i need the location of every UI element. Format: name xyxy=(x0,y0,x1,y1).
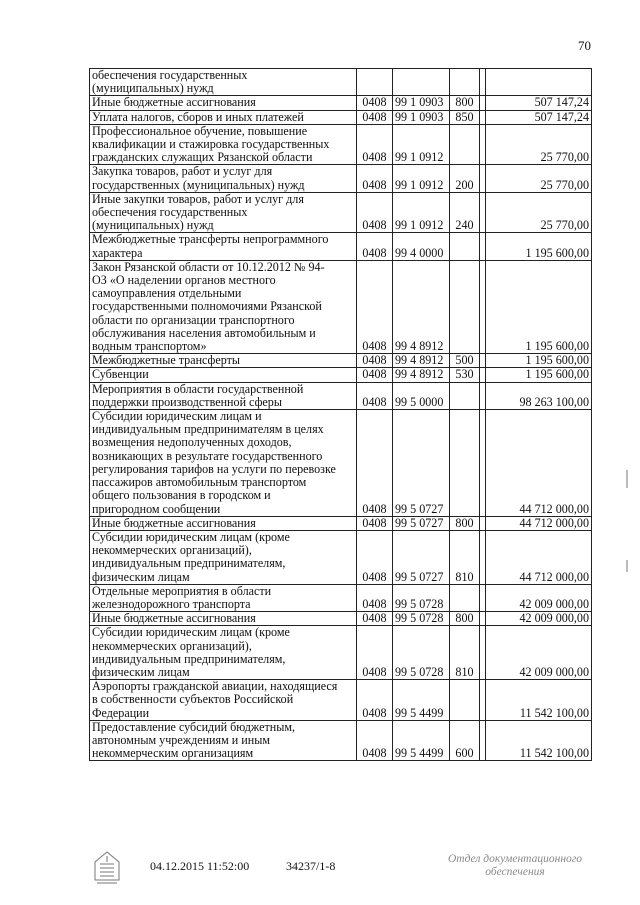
cell-expense-type-text: 850 xyxy=(455,109,474,124)
table-row xyxy=(90,110,592,124)
cell-name-text: Уплата налогов, сборов и иных платежей xyxy=(92,109,304,124)
cell-target-article-text: 99 5 4499 xyxy=(395,746,444,761)
cell-section xyxy=(357,410,393,517)
cell-amount xyxy=(486,260,592,353)
cell-amount-text: 42 009 000,00 xyxy=(519,611,589,626)
cell-target-article-text: 99 4 0000 xyxy=(395,245,444,260)
cell-section xyxy=(357,612,393,626)
cell-amount-text: 11 542 100,00 xyxy=(519,746,589,761)
table-row xyxy=(90,530,592,584)
cell-expense-type-text: 810 xyxy=(455,569,474,584)
cell-name-text: Закупка товаров, работ и услуг для государственных (муниципальных) нужд xyxy=(92,164,305,192)
cell-name-text: Предоставление субсидий бюджетным, автономным учреждениям и иным некоммерческим организациям xyxy=(92,719,296,761)
cell-target-article xyxy=(393,530,450,584)
cell-section xyxy=(357,260,393,353)
cell-target-article xyxy=(393,382,450,409)
cell-section-text: 0408 xyxy=(362,339,387,354)
cell-name-text: Субсидии юридическим лицам (кроме некоммерческих организаций), индивидуальным предпринимателям, физическим лицам xyxy=(92,625,290,679)
table-row xyxy=(90,584,592,611)
cell-name-text: Закон Рязанской области от 10.12.2012 № 94- ОЗ «О наделении органов местного самоуправления отдельными государственными полномочиями Рязанской области по организации транспортного обслуживания населения автомобильным и водным транспортом» xyxy=(92,259,325,354)
scan-edge-mark xyxy=(626,560,628,572)
cell-target-article-text: 99 4 8912 xyxy=(395,353,444,368)
scan-edge-mark xyxy=(626,470,628,488)
cell-expense-type xyxy=(450,233,480,260)
cell-amount-text: 1 195 600,00 xyxy=(525,339,589,354)
cell-amount xyxy=(486,110,592,124)
cell-name xyxy=(90,382,357,409)
cell-amount-text: 98 263 100,00 xyxy=(519,394,589,409)
cell-name-text: Иные закупки товаров, работ и услуг для обеспечения государственных (муниципальных) нужд xyxy=(92,191,304,233)
cell-expense-type xyxy=(450,680,480,721)
cell-section xyxy=(357,516,393,530)
cell-amount-text: 44 712 000,00 xyxy=(519,501,589,516)
cell-section xyxy=(357,382,393,409)
cell-target-article-text: 99 5 0000 xyxy=(395,394,444,409)
cell-target-article-text: 99 5 0728 xyxy=(395,664,444,679)
cell-amount xyxy=(486,354,592,368)
cell-amount xyxy=(486,720,592,761)
cell-target-article xyxy=(393,680,450,721)
cell-name-text: Межбюджетные трансферты непрограммного характера xyxy=(92,232,329,260)
cell-name xyxy=(90,69,357,96)
cell-name-text: Отдельные мероприятия в области железнодорожного транспорта xyxy=(92,583,272,611)
cell-amount-text: 44 712 000,00 xyxy=(519,515,589,530)
cell-amount-text: 507 147,24 xyxy=(534,109,589,124)
cell-amount xyxy=(486,530,592,584)
cell-expense-type-text: 800 xyxy=(455,95,474,110)
cell-section-text: 0408 xyxy=(362,394,387,409)
cell-expense-type xyxy=(450,69,480,96)
cell-section xyxy=(357,720,393,761)
cell-name xyxy=(90,720,357,761)
cell-amount-text: 42 009 000,00 xyxy=(519,664,589,679)
cell-target-article-text: 99 1 0903 xyxy=(395,109,444,124)
cell-section xyxy=(357,354,393,368)
table-row xyxy=(90,680,592,721)
cell-section-text: 0408 xyxy=(362,611,387,626)
cell-section-text: 0408 xyxy=(362,95,387,110)
cell-name xyxy=(90,192,357,233)
cell-amount xyxy=(486,192,592,233)
cell-name xyxy=(90,516,357,530)
cell-expense-type xyxy=(450,516,480,530)
cell-name-text: Субсидии юридическим лицам (кроме некоммерческих организаций), индивидуальным предпринимателям, физическим лицам xyxy=(92,529,290,584)
cell-amount-text: 1 195 600,00 xyxy=(525,367,589,382)
cell-amount xyxy=(486,96,592,110)
cell-target-article xyxy=(393,192,450,233)
cell-section-text: 0408 xyxy=(362,705,387,720)
cell-target-article xyxy=(393,626,450,680)
cell-amount xyxy=(486,516,592,530)
cell-target-article xyxy=(393,233,450,260)
cell-expense-type xyxy=(450,410,480,517)
cell-name-text: Субсидии юридическим лицам и индивидуальным предпринимателям в целях возмещения недополученных доходов, возникающих в результате государственного регулирования тарифов на услуги по перевозке пассажиров автомобильным транспортом общего пользования в городском и пригородном сообщении xyxy=(92,409,336,516)
cell-section-text: 0408 xyxy=(362,109,387,124)
cell-target-article-text: 99 5 0727 xyxy=(395,501,444,516)
cell-amount xyxy=(486,410,592,517)
cell-amount xyxy=(486,584,592,611)
cell-section-text: 0408 xyxy=(362,353,387,368)
cell-name xyxy=(90,96,357,110)
cell-expense-type xyxy=(450,612,480,626)
cell-expense-type-text: 810 xyxy=(455,664,474,679)
cell-section-text: 0408 xyxy=(362,245,387,260)
table-row xyxy=(90,96,592,110)
cell-expense-type xyxy=(450,368,480,382)
cell-target-article-text: 99 1 0912 xyxy=(395,150,444,165)
page-number: 70 xyxy=(578,38,591,53)
cell-target-article xyxy=(393,354,450,368)
cell-expense-type-text: 800 xyxy=(455,515,474,530)
cell-amount xyxy=(486,165,592,192)
cell-target-article xyxy=(393,260,450,353)
cell-name xyxy=(90,584,357,611)
footer-datetime: 04.12.2015 11:52:00 xyxy=(150,859,250,873)
cell-target-article xyxy=(393,368,450,382)
cell-target-article xyxy=(393,124,450,165)
table-row xyxy=(90,260,592,353)
cell-name xyxy=(90,680,357,721)
cell-target-article-text: 99 5 0727 xyxy=(395,569,444,584)
cell-name-text: Профессиональное обучение, повышение квалификации и стажировка государственных гражданских служащих Рязанской области xyxy=(92,123,330,165)
cell-section-text: 0408 xyxy=(362,515,387,530)
cell-expense-type-text: 200 xyxy=(455,177,474,192)
cell-section-text: 0408 xyxy=(362,150,387,165)
cell-section xyxy=(357,584,393,611)
cell-expense-type xyxy=(450,720,480,761)
cell-target-article-text: 99 1 0903 xyxy=(395,95,444,110)
cell-amount-text: 25 770,00 xyxy=(540,177,589,192)
cell-section-text: 0408 xyxy=(362,664,387,679)
cell-expense-type xyxy=(450,584,480,611)
cell-name-text: Иные бюджетные ассигнования xyxy=(92,611,256,626)
cell-target-article-text: 99 5 0728 xyxy=(395,596,444,611)
cell-target-article-text: 99 5 0727 xyxy=(395,515,444,530)
cell-name xyxy=(90,612,357,626)
cell-name-text: Субвенции xyxy=(92,367,149,382)
cell-expense-type xyxy=(450,626,480,680)
cell-amount-text: 1 195 600,00 xyxy=(525,245,589,260)
cell-target-article xyxy=(393,720,450,761)
cell-name-text: обеспечения государственных (муниципальных) нужд xyxy=(92,68,248,96)
cell-target-article xyxy=(393,165,450,192)
table-row xyxy=(90,382,592,409)
cell-name xyxy=(90,260,357,353)
cell-section xyxy=(357,233,393,260)
cell-target-article xyxy=(393,69,450,96)
cell-amount-text: 25 770,00 xyxy=(540,150,589,165)
cell-target-article xyxy=(393,516,450,530)
cell-expense-type xyxy=(450,354,480,368)
cell-amount-text: 507 147,24 xyxy=(534,95,589,110)
cell-section xyxy=(357,680,393,721)
cell-target-article xyxy=(393,96,450,110)
cell-target-article-text: 99 5 4499 xyxy=(395,705,444,720)
table-row xyxy=(90,233,592,260)
cell-amount xyxy=(486,124,592,165)
cell-section-text: 0408 xyxy=(362,367,387,382)
cell-amount xyxy=(486,680,592,721)
cell-section xyxy=(357,110,393,124)
coat-of-arms-logo xyxy=(92,850,122,886)
cell-expense-type xyxy=(450,96,480,110)
cell-name-text: Межбюджетные трансферты xyxy=(92,353,241,368)
page-footer xyxy=(0,850,640,890)
cell-amount-text: 44 712 000,00 xyxy=(519,569,589,584)
cell-section xyxy=(357,96,393,110)
cell-expense-type xyxy=(450,165,480,192)
table-row xyxy=(90,192,592,233)
cell-section-text: 0408 xyxy=(362,501,387,516)
cell-section xyxy=(357,368,393,382)
cell-name-text: Мероприятия в области государственной поддержки производственной сферы xyxy=(92,381,304,409)
cell-amount xyxy=(486,626,592,680)
table-row xyxy=(90,354,592,368)
table-row xyxy=(90,124,592,165)
cell-amount xyxy=(486,233,592,260)
cell-target-article-text: 99 4 8912 xyxy=(395,367,444,382)
cell-section-text: 0408 xyxy=(362,569,387,584)
cell-target-article-text: 99 1 0912 xyxy=(395,177,444,192)
cell-target-article xyxy=(393,110,450,124)
table-row xyxy=(90,516,592,530)
cell-amount-text: 1 195 600,00 xyxy=(525,353,589,368)
cell-expense-type xyxy=(450,260,480,353)
table-row xyxy=(90,368,592,382)
cell-target-article-text: 99 1 0912 xyxy=(395,218,444,233)
cell-expense-type-text: 800 xyxy=(455,611,474,626)
cell-target-article-text: 99 5 0728 xyxy=(395,611,444,626)
cell-section xyxy=(357,626,393,680)
cell-target-article xyxy=(393,410,450,517)
footer-registration-number: 34237/1-8 xyxy=(286,859,336,873)
department-stamp xyxy=(440,853,590,879)
cell-expense-type-text: 500 xyxy=(455,353,474,368)
table-row xyxy=(90,410,592,517)
cell-name xyxy=(90,626,357,680)
cell-expense-type xyxy=(450,382,480,409)
table-row xyxy=(90,165,592,192)
table-row xyxy=(90,612,592,626)
cell-section-text: 0408 xyxy=(362,746,387,761)
table-row xyxy=(90,720,592,761)
cell-section xyxy=(357,69,393,96)
cell-amount xyxy=(486,382,592,409)
cell-name xyxy=(90,354,357,368)
cell-name xyxy=(90,233,357,260)
cell-section xyxy=(357,124,393,165)
budget-table-body xyxy=(90,69,592,761)
cell-amount xyxy=(486,368,592,382)
cell-section xyxy=(357,165,393,192)
cell-name xyxy=(90,165,357,192)
cell-target-article xyxy=(393,612,450,626)
cell-name xyxy=(90,368,357,382)
cell-name-text: Иные бюджетные ассигнования xyxy=(92,515,256,530)
cell-name xyxy=(90,124,357,165)
cell-target-article xyxy=(393,584,450,611)
cell-target-article-text: 99 4 8912 xyxy=(395,339,444,354)
cell-name xyxy=(90,410,357,517)
cell-expense-type-text: 240 xyxy=(455,218,474,233)
cell-expense-type xyxy=(450,530,480,584)
cell-amount-text: 11 542 100,00 xyxy=(519,705,589,720)
cell-expense-type xyxy=(450,110,480,124)
cell-section-text: 0408 xyxy=(362,596,387,611)
cell-name-text: Иные бюджетные ассигнования xyxy=(92,95,256,110)
cell-name-text: Аэропорты гражданской авиации, находящиеся в собственности субъектов Российской Федерации xyxy=(92,679,338,720)
cell-expense-type xyxy=(450,124,480,165)
table-row xyxy=(90,69,592,96)
cell-amount xyxy=(486,69,592,96)
cell-section xyxy=(357,530,393,584)
cell-section-text: 0408 xyxy=(362,177,387,192)
cell-expense-type-text: 600 xyxy=(455,746,474,761)
cell-name xyxy=(90,110,357,124)
budget-table xyxy=(89,68,592,761)
cell-section xyxy=(357,192,393,233)
department-stamp-text: Отдел документационного обеспечения xyxy=(447,853,583,878)
cell-name xyxy=(90,530,357,584)
cell-expense-type xyxy=(450,192,480,233)
cell-expense-type-text: 530 xyxy=(455,367,474,382)
cell-amount-text: 25 770,00 xyxy=(540,218,589,233)
table-row xyxy=(90,626,592,680)
cell-amount xyxy=(486,612,592,626)
cell-section-text: 0408 xyxy=(362,218,387,233)
cell-amount-text: 42 009 000,00 xyxy=(519,596,589,611)
